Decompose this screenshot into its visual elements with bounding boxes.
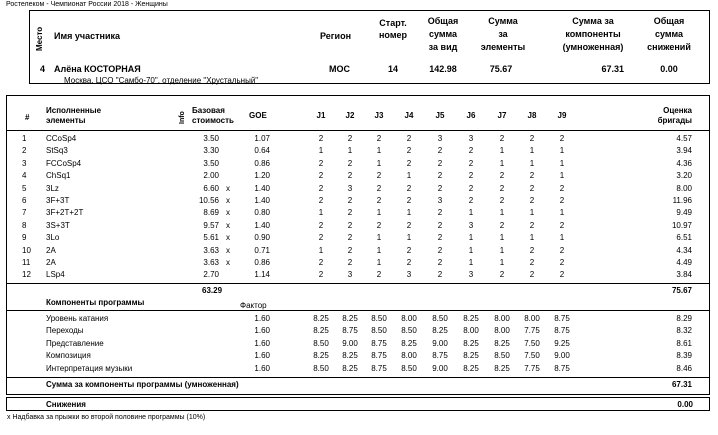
element-goe: 0.86 (254, 158, 270, 168)
element-judge-score: 1 (318, 146, 324, 156)
component-judge-score: 8.50 (494, 351, 510, 361)
element-base-value: 3.63 (203, 258, 219, 267)
component-score: 8.61 (676, 338, 692, 348)
element-goe: 0.80 (254, 208, 270, 218)
element-bonus-mark: x (226, 245, 230, 255)
elements-score-total: 75.67 (671, 286, 692, 295)
element-goe: 0.90 (254, 233, 270, 243)
element-judge-score: 2 (437, 233, 443, 243)
element-number: 5 (22, 183, 27, 193)
element-judge-score: 1 (499, 208, 505, 218)
component-judge-score: 7.50 (524, 351, 540, 361)
element-judge-score: 2 (437, 270, 443, 280)
element-panel-score: 10.97 (671, 220, 692, 230)
component-score: 8.32 (676, 326, 692, 336)
element-judge-score: 2 (529, 171, 535, 181)
component-judge-score: 8.50 (371, 314, 387, 323)
component-judge-score: 8.50 (401, 363, 417, 373)
component-factor: 1.60 (254, 338, 270, 348)
element-judge-score: 2 (347, 258, 353, 267)
element-judge-score: 3 (468, 270, 474, 280)
element-judge-score: 1 (318, 208, 324, 218)
element-judge-score: 2 (468, 158, 474, 168)
element-judge-score: 2 (559, 134, 565, 143)
element-judge-score: 2 (499, 196, 505, 205)
component-judge-score: 9.00 (432, 338, 448, 348)
element-judge-score: 2 (376, 196, 382, 205)
component-judge-score: 8.25 (463, 338, 479, 348)
component-judge-score: 8.75 (554, 326, 570, 336)
element-judge-score: 1 (529, 233, 535, 243)
element-name: 3Lz (46, 183, 59, 193)
element-bonus-mark: x (226, 258, 230, 267)
components-total-divider (6, 377, 710, 378)
elements-score-value: 75.67 (489, 64, 513, 74)
element-judge-score: 2 (499, 270, 505, 280)
element-judge-score: 3 (468, 134, 474, 143)
element-number: 10 (22, 245, 31, 255)
component-judge-score: 8.50 (401, 326, 417, 336)
deductions-total: 0.00 (677, 400, 693, 409)
element-judge-score: 2 (529, 270, 535, 280)
element-panel-score: 3.84 (676, 270, 692, 280)
element-judge-score: 3 (347, 183, 353, 193)
judge-header: J6 (466, 111, 476, 120)
judge-header: J8 (527, 111, 537, 120)
element-judge-score: 2 (437, 220, 443, 230)
element-judge-score: 2 (406, 196, 412, 205)
skater-name: Алёна КОСТОРНАЯ (54, 64, 141, 74)
element-judge-score: 2 (529, 183, 535, 193)
element-judge-score: 2 (559, 258, 565, 267)
component-judge-score: 8.75 (371, 338, 387, 348)
element-judge-score: 2 (406, 220, 412, 230)
element-base-value: 2.70 (203, 270, 219, 280)
element-base-value: 5.61 (203, 233, 219, 243)
component-name: Представление (46, 338, 104, 348)
component-judge-score: 7.75 (524, 326, 540, 336)
element-judge-score: 1 (559, 146, 565, 156)
component-judge-score: 8.25 (313, 351, 329, 361)
component-judge-score: 8.25 (313, 314, 329, 323)
element-judge-score: 1 (468, 208, 474, 218)
skater-club: Москва, ЦСО "Самбо-70", отделение "Хрустальный" (64, 76, 259, 85)
element-judge-score: 2 (499, 183, 505, 193)
components-score-value: 67.31 (601, 64, 624, 74)
components-title: Компоненты программы (46, 298, 145, 307)
component-judge-score: 8.00 (401, 314, 417, 323)
element-name: StSq3 (46, 146, 68, 156)
element-judge-score: 2 (347, 158, 353, 168)
element-judge-score: 2 (318, 220, 324, 230)
element-goe: 1.07 (254, 134, 270, 143)
element-judge-score: 2 (347, 208, 353, 218)
element-judge-score: 2 (347, 220, 353, 230)
footnote: x Надбавка за прыжки во второй половине программы (10%) (7, 414, 206, 421)
component-score: 8.29 (676, 314, 692, 323)
component-judge-score: 8.75 (432, 351, 448, 361)
judge-header: J9 (557, 111, 567, 120)
element-judge-score: 1 (376, 208, 382, 218)
element-panel-score: 4.49 (676, 258, 692, 267)
element-judge-score: 2 (406, 183, 412, 193)
element-number: 1 (22, 134, 27, 143)
component-judge-score: 8.25 (494, 363, 510, 373)
element-panel-score: 4.34 (676, 245, 692, 255)
element-bonus-mark: x (226, 208, 230, 218)
element-judge-score: 2 (559, 220, 565, 230)
component-judge-score: 8.75 (371, 363, 387, 373)
deductions-box (6, 397, 710, 411)
element-judge-score: 2 (559, 183, 565, 193)
element-name: 3S+3T (46, 220, 70, 230)
elements-total-divider (6, 283, 710, 284)
element-name: 3F+3T (46, 196, 70, 205)
header-line: Ростелеком - Чемпионат России 2018 - Женщины (6, 1, 168, 8)
element-judge-score: 2 (318, 258, 324, 267)
element-panel-score: 3.94 (676, 146, 692, 156)
element-judge-score: 2 (406, 258, 412, 267)
element-number: 12 (22, 270, 31, 280)
component-score: 8.46 (676, 363, 692, 373)
element-judge-score: 2 (406, 134, 412, 143)
element-judge-score: 1 (376, 146, 382, 156)
element-bonus-mark: x (226, 183, 230, 193)
component-judge-score: 9.00 (342, 338, 358, 348)
element-name: 2A (46, 245, 56, 255)
component-judge-score: 8.00 (494, 326, 510, 336)
judge-header: J3 (374, 111, 384, 120)
col-start-header: Старт. номер (379, 18, 407, 40)
element-judge-score: 2 (468, 183, 474, 193)
element-name: LSp4 (46, 270, 65, 280)
judge-header: J2 (345, 111, 355, 120)
elements-goe-header: GOE (249, 111, 267, 120)
col-components-header: Сумма за компоненты (умноженная) (562, 16, 624, 52)
element-panel-score: 4.57 (676, 134, 692, 143)
element-judge-score: 2 (437, 146, 443, 156)
element-judge-score: 2 (559, 270, 565, 280)
element-judge-score: 2 (347, 196, 353, 205)
component-factor: 1.60 (254, 326, 270, 336)
component-judge-score: 8.75 (371, 351, 387, 361)
element-name: FCCoSp4 (46, 158, 82, 168)
element-judge-score: 1 (376, 258, 382, 267)
element-judge-score: 3 (437, 134, 443, 143)
component-judge-score: 8.25 (463, 351, 479, 361)
element-judge-score: 1 (376, 245, 382, 255)
component-factor: 1.60 (254, 314, 270, 323)
component-judge-score: 8.50 (313, 363, 329, 373)
element-judge-score: 1 (529, 208, 535, 218)
component-judge-score: 8.00 (463, 326, 479, 336)
component-judge-score: 8.00 (524, 314, 540, 323)
element-judge-score: 2 (406, 158, 412, 168)
element-goe: 0.71 (254, 245, 270, 255)
element-bonus-mark: x (226, 220, 230, 230)
element-judge-score: 1 (376, 158, 382, 168)
element-goe: 1.20 (254, 171, 270, 181)
element-judge-score: 2 (376, 270, 382, 280)
element-bonus-mark: x (226, 196, 230, 205)
component-judge-score: 8.25 (432, 326, 448, 336)
deductions-label: Снижения (46, 400, 86, 409)
summary-box (29, 10, 710, 84)
elements-name-header: Исполненные элементы (46, 106, 102, 125)
col-total-header: Общая сумма за вид (427, 16, 459, 52)
element-judge-score: 1 (499, 258, 505, 267)
judge-header: J5 (435, 111, 445, 120)
element-number: 4 (22, 171, 27, 181)
element-judge-score: 1 (499, 233, 505, 243)
component-judge-score: 8.75 (342, 326, 358, 336)
element-judge-score: 1 (406, 233, 412, 243)
element-goe: 0.86 (254, 258, 270, 267)
element-judge-score: 2 (437, 245, 443, 255)
start-no-value: 14 (387, 64, 398, 74)
element-name: CCoSp4 (46, 134, 77, 143)
element-judge-score: 2 (318, 134, 324, 143)
judge-header: J1 (316, 111, 326, 120)
element-judge-score: 2 (318, 158, 324, 168)
element-judge-score: 2 (347, 171, 353, 181)
element-judge-score: 1 (347, 146, 353, 156)
components-factor-header: Фактор (240, 301, 267, 310)
element-judge-score: 1 (499, 146, 505, 156)
element-judge-score: 1 (559, 158, 565, 168)
element-judge-score: 2 (406, 245, 412, 255)
element-name: 3Lo (46, 233, 60, 243)
element-judge-score: 2 (318, 233, 324, 243)
components-total-label: Сумма за компоненты программы (умноженная) (46, 380, 239, 389)
element-goe: 1.40 (254, 220, 270, 230)
component-judge-score: 8.25 (342, 314, 358, 323)
component-judge-score: 8.75 (554, 363, 570, 373)
elements-info-header: Info (179, 111, 186, 124)
element-judge-score: 1 (406, 171, 412, 181)
element-judge-score: 3 (437, 196, 443, 205)
element-judge-score: 1 (529, 158, 535, 168)
component-score: 8.39 (676, 351, 692, 361)
element-panel-score: 4.36 (676, 158, 692, 168)
element-judge-score: 3 (347, 270, 353, 280)
element-judge-score: 2 (406, 146, 412, 156)
element-judge-score: 2 (559, 245, 565, 255)
component-judge-score: 8.25 (313, 326, 329, 336)
place-value: 4 (40, 64, 46, 74)
component-judge-score: 8.25 (463, 363, 479, 373)
element-judge-score: 2 (437, 158, 443, 168)
component-judge-score: 8.75 (554, 314, 570, 323)
elements-score-header: Оценка бригады (657, 106, 692, 125)
element-name: 2A (46, 258, 56, 267)
element-number: 9 (22, 233, 27, 243)
element-judge-score: 1 (406, 208, 412, 218)
element-base-value: 3.63 (203, 245, 219, 255)
component-judge-score: 8.50 (371, 326, 387, 336)
element-name: ChSq1 (46, 171, 71, 181)
element-panel-score: 8.00 (676, 183, 692, 193)
element-judge-score: 2 (437, 258, 443, 267)
total-value: 142.98 (429, 64, 457, 74)
element-judge-score: 2 (376, 220, 382, 230)
col-deductions-header: Общая сумма снижений (647, 16, 691, 52)
element-judge-score: 2 (318, 270, 324, 280)
element-judge-score: 2 (318, 196, 324, 205)
element-goe: 1.14 (254, 270, 270, 280)
element-judge-score: 1 (376, 233, 382, 243)
deductions-value: 0.00 (660, 64, 678, 74)
components-total-value: 67.31 (671, 380, 692, 389)
element-panel-score: 9.49 (676, 208, 692, 218)
element-judge-score: 1 (499, 158, 505, 168)
element-judge-score: 2 (376, 134, 382, 143)
element-judge-score: 1 (499, 245, 505, 255)
element-base-value: 9.57 (203, 220, 219, 230)
element-judge-score: 2 (376, 171, 382, 181)
component-judge-score: 7.75 (524, 363, 540, 373)
element-goe: 0.64 (254, 146, 270, 156)
component-judge-score: 8.25 (342, 351, 358, 361)
element-judge-score: 2 (529, 245, 535, 255)
element-base-value: 3.50 (203, 134, 219, 143)
component-judge-score: 8.50 (432, 314, 448, 323)
col-name-header: Имя участника (54, 31, 121, 41)
element-judge-score: 2 (376, 183, 382, 193)
component-name: Уровень катания (46, 314, 109, 323)
col-place-header: Место (35, 26, 44, 51)
element-judge-score: 1 (559, 171, 565, 181)
element-judge-score: 1 (529, 146, 535, 156)
element-judge-score: 2 (529, 196, 535, 205)
elements-header-divider (6, 130, 710, 131)
element-judge-score: 2 (347, 134, 353, 143)
element-judge-score: 3 (406, 270, 412, 280)
element-panel-score: 6.51 (676, 233, 692, 243)
component-judge-score: 8.00 (401, 351, 417, 361)
element-judge-score: 2 (468, 146, 474, 156)
element-base-value: 2.00 (203, 171, 219, 181)
element-judge-score: 2 (318, 171, 324, 181)
component-judge-score: 9.00 (554, 351, 570, 361)
element-judge-score: 2 (468, 196, 474, 205)
component-judge-score: 8.25 (342, 363, 358, 373)
components-header-divider (6, 310, 710, 311)
elements-base-header: Базовая стоимость (192, 106, 234, 125)
component-name: Композиция (46, 351, 91, 361)
element-judge-score: 2 (437, 183, 443, 193)
component-judge-score: 7.50 (524, 338, 540, 348)
element-judge-score: 1 (559, 233, 565, 243)
element-base-value: 6.60 (203, 183, 219, 193)
component-name: Интерпретация музыки (46, 363, 133, 373)
elements-num-header: # (25, 113, 30, 122)
element-judge-score: 1 (468, 258, 474, 267)
element-base-value: 8.69 (203, 208, 219, 218)
component-judge-score: 8.00 (494, 314, 510, 323)
element-judge-score: 2 (347, 233, 353, 243)
judge-header: J7 (497, 111, 507, 120)
element-number: 2 (22, 146, 27, 156)
element-base-value: 3.50 (203, 158, 219, 168)
element-judge-score: 2 (468, 171, 474, 181)
element-judge-score: 2 (437, 208, 443, 218)
element-name: 3F+2T+2T (46, 208, 84, 218)
element-panel-score: 11.96 (672, 196, 692, 205)
element-judge-score: 2 (529, 134, 535, 143)
element-judge-score: 2 (499, 220, 505, 230)
component-judge-score: 8.25 (401, 338, 417, 348)
element-judge-score: 2 (499, 171, 505, 181)
element-bonus-mark: x (226, 233, 230, 243)
element-base-value: 10.56 (198, 196, 219, 205)
element-base-value: 3.30 (203, 146, 219, 156)
component-factor: 1.60 (254, 351, 270, 361)
component-judge-score: 8.25 (463, 314, 479, 323)
element-judge-score: 2 (559, 196, 565, 205)
component-name: Переходы (46, 326, 84, 336)
judge-header: J4 (404, 111, 414, 120)
element-judge-score: 1 (318, 245, 324, 255)
component-factor: 1.60 (254, 363, 270, 373)
element-judge-score: 3 (468, 220, 474, 230)
element-number: 3 (22, 158, 27, 168)
element-judge-score: 2 (529, 258, 535, 267)
element-judge-score: 2 (499, 134, 505, 143)
col-elements-header: Сумма за элементы (480, 16, 526, 52)
element-judge-score: 1 (468, 245, 474, 255)
element-number: 6 (22, 196, 27, 205)
component-judge-score: 9.25 (554, 338, 570, 348)
element-number: 11 (22, 258, 31, 267)
element-number: 7 (22, 208, 27, 218)
element-judge-score: 2 (437, 171, 443, 181)
element-panel-score: 3.20 (676, 171, 692, 181)
element-judge-score: 1 (559, 208, 565, 218)
element-judge-score: 2 (529, 220, 535, 230)
component-judge-score: 8.50 (313, 338, 329, 348)
col-region-header: Регион (320, 31, 351, 41)
element-number: 8 (22, 220, 27, 230)
element-goe: 1.40 (254, 196, 270, 205)
elements-base-total: 63.29 (202, 286, 223, 295)
element-judge-score: 1 (468, 233, 474, 243)
element-goe: 1.40 (254, 183, 270, 193)
element-judge-score: 2 (347, 245, 353, 255)
region-value: МОС (329, 64, 350, 74)
element-judge-score: 2 (318, 183, 324, 193)
component-judge-score: 9.00 (432, 363, 448, 373)
component-judge-score: 8.25 (494, 338, 510, 348)
